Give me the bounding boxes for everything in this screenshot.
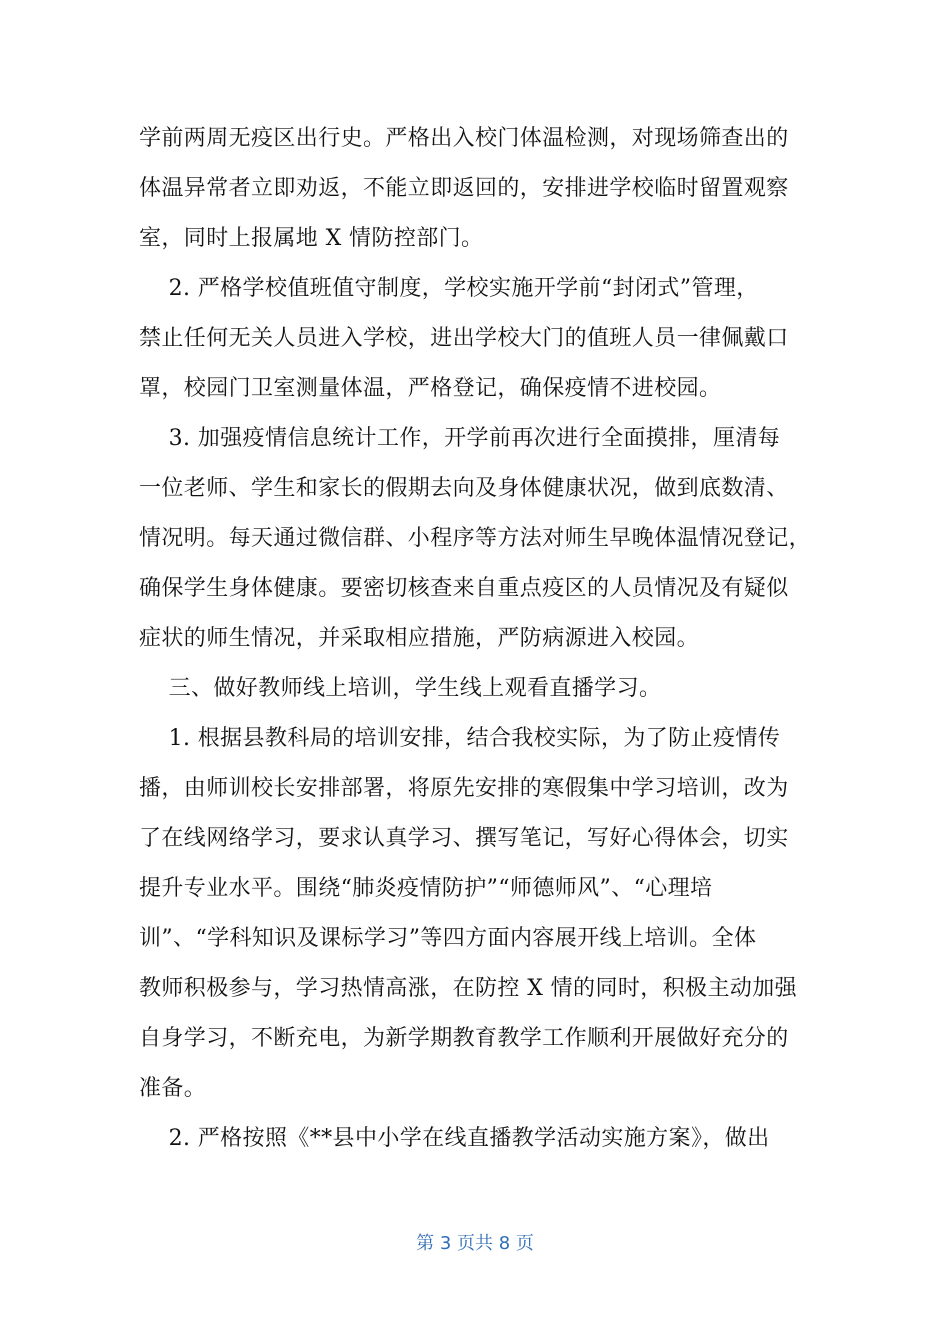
- text-line: 情况明。每天通过微信群、小程序等方法对师生早晚体温情况登记，: [139, 526, 812, 551]
- text-line: 自身学习，不断充电，为新学期教育教学工作顺利开展做好充分的: [139, 1026, 789, 1051]
- page-number-footer: 第 3 页共 8 页: [416, 1233, 534, 1254]
- text-line: 教师积极参与，学习热情高涨，在防控 X 情的同时，积极主动加强: [139, 976, 798, 1001]
- text-line: 症状的师生情况，并采取相应措施，严防病源进入校园。: [139, 626, 700, 651]
- text-line: 罩，校园门卫室测量体温，严格登记，确保疫情不进校园。: [139, 376, 722, 401]
- text-line: 2. 严格按照《**县中小学在线直播教学活动实施方案》，做出: [139, 1126, 770, 1151]
- text-line: 禁止任何无关人员进入学校，进出学校大门的值班人员一律佩戴口: [139, 326, 789, 351]
- text-line: 3. 加强疫情信息统计工作，开学前再次进行全面摸排，厘清每: [139, 426, 781, 451]
- text-line: 提升专业水平。围绕“肺炎疫情防护”“师德师风”、“心理培: [139, 876, 713, 901]
- text-line: 了在线网络学习，要求认真学习、撰写笔记，写好心得体会，切实: [139, 826, 789, 851]
- text-line: 室，同时上报属地 X 情防控部门。: [139, 226, 484, 251]
- text-line: 准备。: [139, 1076, 207, 1101]
- text-line: 1. 根据县教科局的培训安排，结合我校实际，为了防止疫情传: [139, 726, 781, 751]
- text-line: 2. 严格学校值班值守制度，学校实施开学前“封闭式”管理，: [139, 276, 759, 301]
- section-heading: 三、做好教师线上培训，学生线上观看直播学习。: [139, 676, 662, 701]
- text-line: 播，由师训校长安排部署，将原先安排的寒假集中学习培训，改为: [139, 776, 789, 801]
- text-line: 学前两周无疫区出行史。严格出入校门体温检测，对现场筛查出的: [139, 126, 789, 151]
- text-line: 一位老师、学生和家长的假期去向及身体健康状况，做到底数清、: [139, 476, 789, 501]
- text-line: 体温异常者立即劝返，不能立即返回的，安排进学校临时留置观察: [139, 176, 789, 201]
- text-line: 训”、“学科知识及课标学习”等四方面内容展开线上培训。全体: [139, 926, 757, 951]
- text-line: 确保学生身体健康。要密切核查来自重点疫区的人员情况及有疑似: [139, 576, 789, 601]
